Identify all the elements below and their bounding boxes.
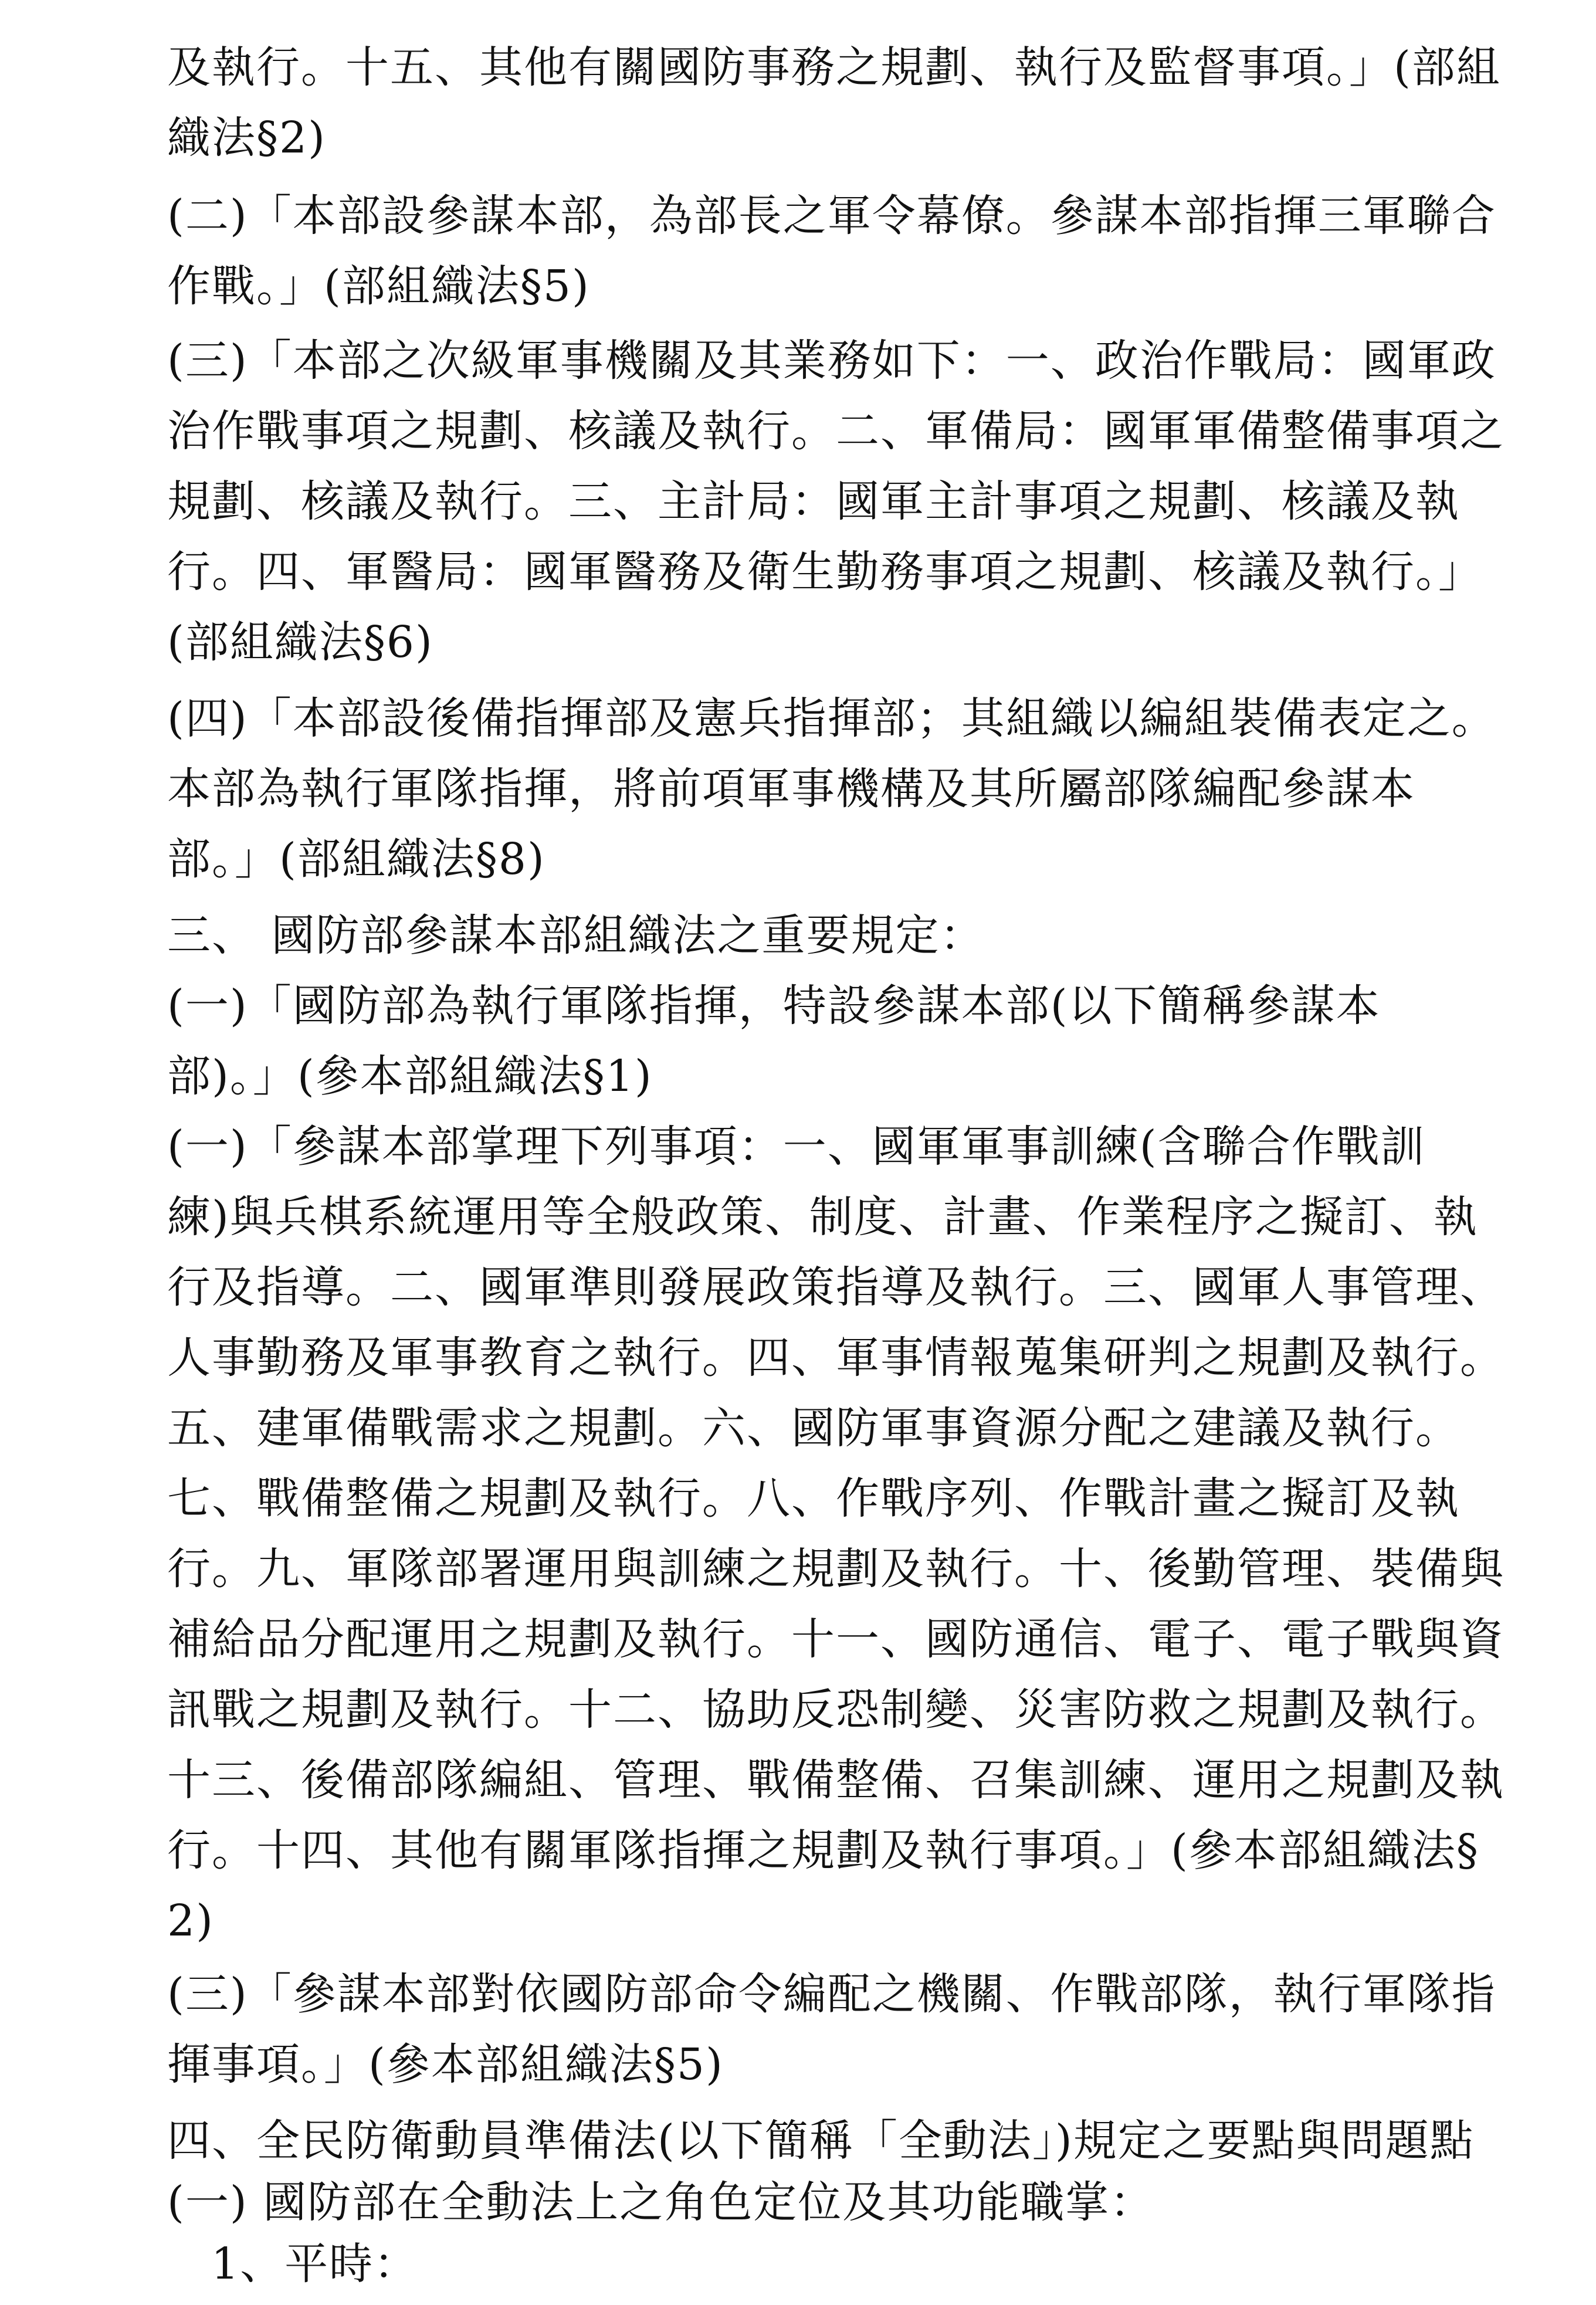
text-line: 練)與兵棋系統運用等全般政策、制度、計畫、作業程序之擬訂、執 bbox=[167, 1192, 1478, 1242]
text-line: 行。四、軍醫局：國軍醫務及衛生勤務事項之規劃、核議及執行。」 bbox=[167, 547, 1483, 597]
text-line: (三)「本部之次級軍事機關及其業務如下：一、政治作戰局：國軍政 bbox=[167, 335, 1496, 386]
text-line: (四)「本部設後備指揮部及憲兵指揮部；其組織以編組裝備表定之。 bbox=[167, 693, 1496, 744]
text-line: (一)「參謀本部掌理下列事項：一、國軍軍事訓練(含聯合作戰訓 bbox=[167, 1121, 1425, 1172]
text-line: 1、平時： bbox=[211, 2239, 419, 2289]
text-line: 五、建軍備戰需求之規劃。六、國防軍事資源分配之建議及執行。 bbox=[167, 1403, 1460, 1453]
text-line: 行。十四、其他有關軍隊指揮之規劃及執行事項。」(參本部組織法§ bbox=[167, 1825, 1479, 1876]
text-line: 行。九、軍隊部署運用與訓練之規劃及執行。十、後勤管理、裝備與 bbox=[167, 1544, 1504, 1594]
text-line: 訊戰之規劃及執行。十二、協助反恐制變、災害防救之規劃及執行。 bbox=[167, 1684, 1504, 1735]
text-line: (一)「國防部為執行軍隊指揮，特設參謀本部(以下簡稱參謀本 bbox=[167, 981, 1381, 1031]
text-line: 本部為執行軍隊指揮，將前項軍事機構及其所屬部隊編配參謀本 bbox=[167, 764, 1415, 814]
text-line: 規劃、核議及執行。三、主計局：國軍主計事項之規劃、核議及執 bbox=[167, 476, 1460, 527]
text-line: 治作戰事項之規劃、核議及執行。二、軍備局：國軍軍備整備事項之 bbox=[167, 406, 1504, 456]
text-line: 揮事項。」(參本部組織法§5) bbox=[167, 2039, 724, 2090]
text-line: 作戰。」(部組織法§5) bbox=[167, 261, 590, 311]
text-line: 人事勤務及軍事教育之執行。四、軍事情報蒐集研判之規劃及執行。 bbox=[167, 1333, 1504, 1383]
section-heading: 三、 國防部參謀本部組織法之重要規定： bbox=[167, 910, 985, 961]
text-line: 行及指導。二、國軍準則發展政策指導及執行。三、國軍人事管理、 bbox=[167, 1262, 1504, 1313]
text-line: 織法§2) bbox=[167, 113, 326, 163]
text-line: 2) bbox=[167, 1896, 214, 1946]
text-line: 部。」(部組織法§8) bbox=[167, 834, 545, 884]
text-line: (二)「本部設參謀本部，為部長之軍令幕僚。參謀本部指揮三軍聯合 bbox=[167, 191, 1496, 241]
text-line: 十三、後備部隊編組、管理、戰備整備、召集訓練、運用之規劃及執 bbox=[167, 1755, 1504, 1805]
text-line: 七、戰備整備之規劃及執行。八、作戰序列、作戰計畫之擬訂及執 bbox=[167, 1473, 1460, 1524]
text-line: 補給品分配運用之規劃及執行。十一、國防通信、電子、電子戰與資 bbox=[167, 1614, 1504, 1665]
text-line: 及執行。十五、其他有關國防事務之規劃、執行及監督事項。」(部組 bbox=[167, 42, 1501, 93]
text-line: 部)。」(參本部組織法§1) bbox=[167, 1051, 653, 1101]
text-line: (三)「參謀本部對依國防部命令編配之機關、作戰部隊，執行軍隊指 bbox=[167, 1969, 1496, 2019]
text-line: (部組織法§6) bbox=[167, 617, 433, 667]
text-line: (一) 國防部在全動法上之角色定位及其功能職掌： bbox=[167, 2177, 1155, 2228]
section-heading: 四、全民防衛動員準備法(以下簡稱「全動法」)規定之要點與問題點 bbox=[167, 2116, 1475, 2166]
